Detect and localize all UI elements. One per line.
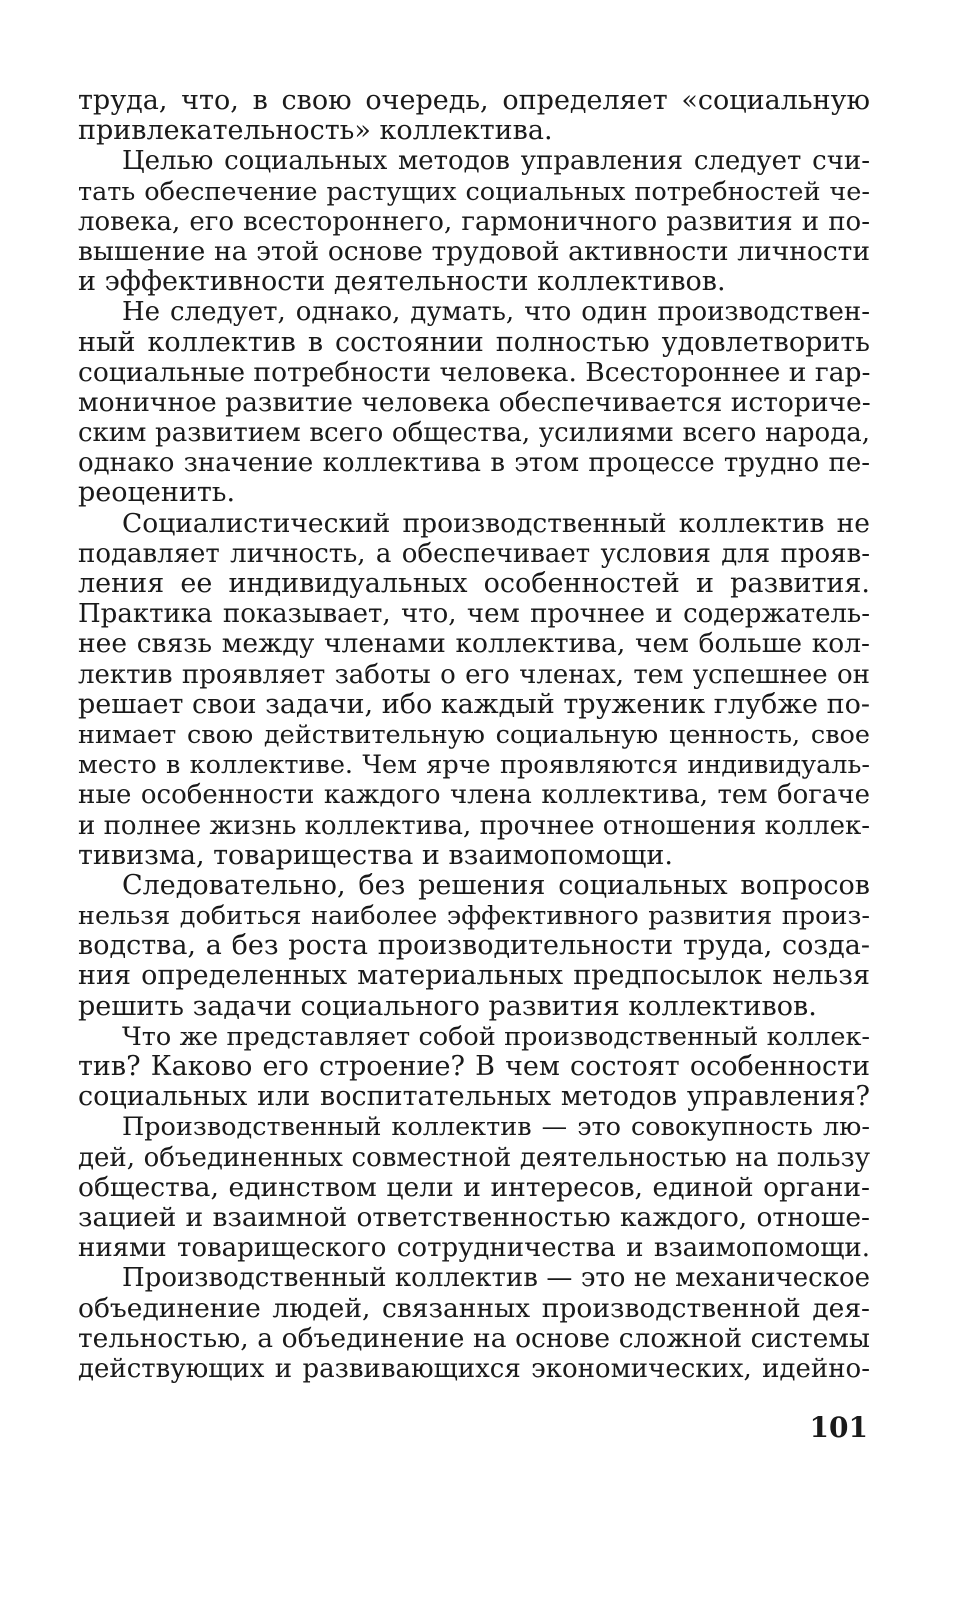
text-line: вышение на этой основе трудовой активности личности: [78, 235, 870, 267]
text-line: Что же представляет собой производственный коллек-: [122, 1021, 870, 1052]
text-line: ниями товарищеского сотрудничества и взаимопомощи.: [78, 1233, 870, 1264]
text-line: Не следует, однако, думать, что один производствен-: [122, 297, 870, 328]
text-line: лектив проявляет заботы о его членах, тем успешнее он: [78, 659, 870, 690]
text-line: нельзя добиться наиболее эффективного развития произ-: [78, 901, 870, 932]
text-line: Целью социальных методов управления следует счи-: [122, 146, 870, 177]
text-line: тать обеспечение растущих социальных потребностей че-: [78, 176, 870, 207]
body-text: [78, 86, 870, 1384]
text-line: ные особенности каждого члена коллектива, тем богаче: [78, 780, 870, 811]
text-line: дей, объединенных совместной деятельностью на пользу: [78, 1142, 870, 1173]
page-number: 101: [809, 1411, 868, 1444]
text-line: объединение людей, связанных производственной дея-: [78, 1292, 870, 1324]
text-line: и полнее жизнь коллектива, прочнее отношения коллек-: [78, 810, 871, 841]
text-line: нимает свою действительную социальную ценность, свое: [78, 719, 870, 750]
text-line: решить задачи социального развития коллективов.: [78, 990, 817, 1022]
text-line: Практика показывает, что, чем прочнее и содержатель-: [78, 599, 870, 630]
text-line: тивизма, товарищества и взаимопомощи.: [78, 839, 673, 871]
text-line: ловека, его всестороннего, гармоничного развития и по-: [78, 206, 870, 237]
text-line: общества, единством цели и интересов, единой органи-: [78, 1171, 870, 1203]
text-line: социальные потребности человека. Всестороннее и гар-: [78, 356, 871, 388]
text-line: действующих и развивающихся экономических, идейно-: [78, 1353, 870, 1384]
text-line: Следовательно, без решения социальных вопросов: [122, 869, 870, 901]
text-line: реоценить.: [78, 477, 236, 509]
text-line: решает свои задачи, ибо каждый труженик глубже по-: [78, 688, 870, 720]
text-line: и эффективности деятельности коллективов.: [78, 266, 726, 298]
text-line: зацией и взаимной ответственностью каждого, отноше-: [78, 1201, 870, 1233]
text-line: Социалистический производственный коллектив не: [122, 507, 870, 539]
text-line: подавляет личность, а обеспечивает условия для прояв-: [78, 538, 870, 569]
text-line: нее связь между членами коллектива, чем больше кол-: [78, 628, 870, 660]
text-line: тив? Каково его строение? В чем состоят особенности: [78, 1051, 870, 1082]
text-line: ния определенных материальных предпосылок нельзя: [78, 960, 870, 992]
text-line: место в коллективе. Чем ярче проявляются индивидуаль-: [78, 750, 870, 781]
text-line: водства, а без роста производительности труда, созда-: [78, 930, 870, 962]
text-line: Производственный коллектив — это не механическое: [122, 1263, 870, 1294]
text-line: Производственный коллектив — это совокупность лю-: [122, 1112, 870, 1143]
text-line: моничное развитие человека обеспечивается историче-: [78, 386, 871, 418]
text-line: ный коллектив в состоянии полностью удовлетворить: [78, 326, 870, 358]
text-line: тельностью, а объединение на основе сложной системы: [78, 1322, 870, 1354]
text-line: ления ее индивидуальных особенностей и развития.: [78, 568, 870, 599]
text-line: ским развитием всего общества, усилиями всего народа,: [78, 418, 870, 449]
text-line: социальных или воспитательных методов управления?: [78, 1081, 870, 1113]
text-line: привлекательность» коллектива.: [78, 115, 553, 147]
text-line: однако значение коллектива в этом процессе трудно пе-: [78, 448, 870, 479]
text-line: труда, что, в свою очередь, определяет «социальную: [78, 85, 870, 116]
